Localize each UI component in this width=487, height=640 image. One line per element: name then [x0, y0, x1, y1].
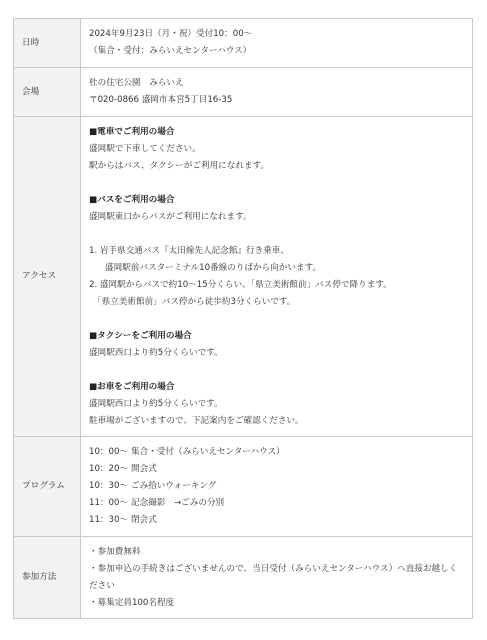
- program-time: 10：00〜: [89, 447, 129, 457]
- access-train-line2: 駅からはバス、タクシーがご利用になれます。: [89, 160, 270, 171]
- access-train-heading: ■電車でご利用の場合: [89, 126, 175, 137]
- access-bus-line1: 盛岡駅東口からバスがご利用になれます。: [89, 211, 252, 222]
- access-car-line2: 駐車場がございますので、下記案内をご確認ください。: [89, 415, 304, 426]
- row-program: [14, 437, 473, 537]
- access-train-line1: 盛岡駅で下車してください。: [89, 143, 201, 154]
- row-venue: [14, 68, 473, 117]
- program-item: [89, 461, 464, 478]
- participation-application: ・参加申込の手続きはございませんので、当日受付（みらいえセンターハウス）へ直接お越しください: [89, 563, 458, 591]
- row-date: [14, 19, 473, 68]
- access-taxi-line1: 盛岡駅西口より約5分くらいです。: [89, 347, 223, 358]
- access-bus-heading: ■バスをご利用の場合: [89, 194, 175, 205]
- participation-fee: ・参加費無料: [89, 546, 141, 557]
- program-item: [89, 478, 464, 495]
- program-text: 閉会式: [131, 515, 157, 525]
- access-bus-item1-cont: 盛岡駅前バスターミナル10番線のりばから向かいます。: [105, 262, 322, 273]
- program-text: ごみ拾いウォーキング: [131, 481, 217, 491]
- spacer: [89, 362, 464, 379]
- program-text: 開会式: [131, 464, 157, 474]
- row-participation: [14, 537, 473, 619]
- value-participation: [81, 537, 473, 619]
- program-item: [89, 495, 464, 512]
- value-program: [81, 437, 473, 537]
- date-meeting-place: （集合・受付：みらいえセンターハウス）: [89, 46, 252, 56]
- program-item: [89, 512, 464, 529]
- program-text: 集合・受付（みらいえセンターハウス）: [131, 447, 285, 457]
- row-access: [14, 117, 473, 437]
- access-car-heading: ■お車をご利用の場合: [89, 381, 175, 392]
- venue-address: 〒020-0866 盛岡市本宮5丁目16-35: [89, 95, 233, 105]
- spacer: [89, 226, 464, 243]
- access-bus-item2: 2. 盛岡駅からバスで約10〜15分くらい、「県立美術館前」バス停で降ります。: [89, 279, 392, 290]
- label-program: プログラム: [14, 437, 81, 537]
- event-info-table: [13, 18, 473, 619]
- spacer: [89, 175, 464, 192]
- access-car-line1: 盛岡駅西口より約5分くらいです。: [89, 398, 223, 409]
- label-participation: 参加方法: [14, 537, 81, 619]
- program-time: 10：30〜: [89, 481, 129, 491]
- program-time: 11：30〜: [89, 515, 129, 525]
- spacer: [89, 311, 464, 328]
- program-item: [89, 444, 464, 461]
- program-time: 10：20〜: [89, 464, 129, 474]
- value-venue: [81, 68, 473, 117]
- access-bus-item2-cont: 「県立美術館前」バス停から徒歩約3分くらいです。: [93, 296, 296, 307]
- date-text: 2024年9月23日（月・祝）受付10：00〜: [89, 29, 253, 39]
- access-bus-item1: 1. 岩手県交通バス『太田線先人記念館』行き乗車、: [89, 245, 289, 256]
- value-date: [81, 19, 473, 68]
- venue-name: 杜の住宅公園 みらいえ: [89, 78, 184, 88]
- participation-capacity: ・募集定員100名程度: [89, 597, 175, 608]
- label-date: 日時: [14, 19, 81, 68]
- label-access: アクセス: [14, 117, 81, 437]
- label-venue: 会場: [14, 68, 81, 117]
- value-access: [81, 117, 473, 437]
- program-time: 11：00〜: [89, 498, 129, 508]
- event-info-table-wrapper: [13, 18, 473, 619]
- access-taxi-heading: ■タクシーをご利用の場合: [89, 330, 192, 341]
- program-text: 記念撮影 →ごみの分別: [131, 498, 225, 508]
